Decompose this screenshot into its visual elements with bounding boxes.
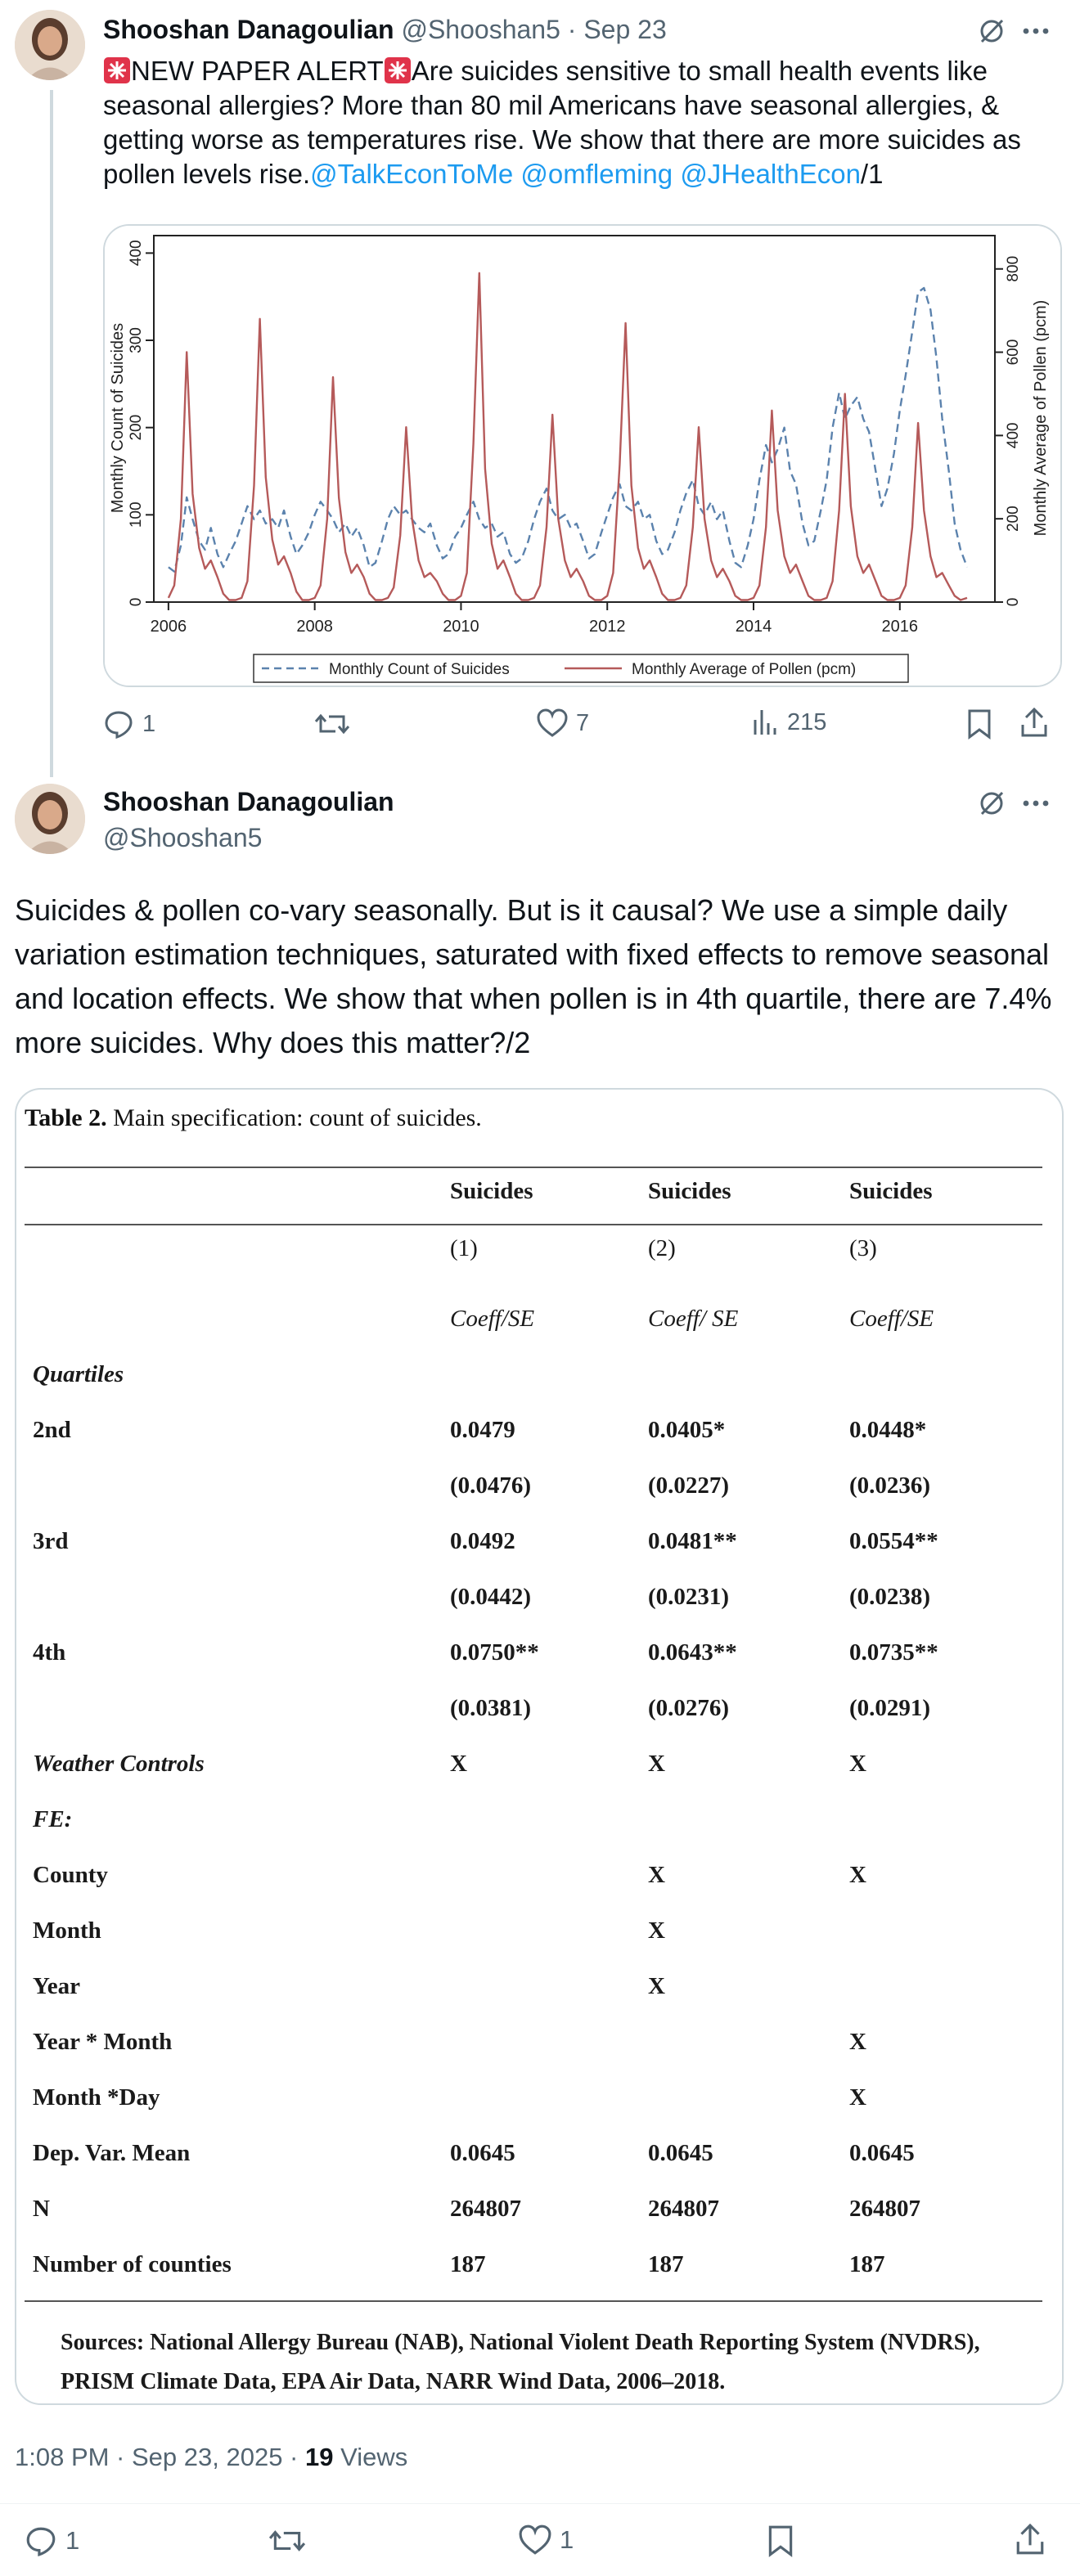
y-left-tick-label: 300	[128, 327, 145, 353]
x-tick-label: 2010	[443, 618, 479, 636]
mention-jhealthecon[interactable]: @JHealthEcon	[680, 159, 861, 189]
tweet1-header	[103, 15, 667, 45]
table-cell: 187	[450, 2251, 486, 2277]
grok-icon[interactable]	[975, 787, 1008, 820]
timestamp[interactable]: 1:08 PM · Sep 23, 2025 ·	[15, 2443, 305, 2471]
x-tick-label: 2008	[296, 618, 333, 636]
share-button[interactable]	[1019, 707, 1049, 738]
retweet-icon	[314, 708, 350, 740]
legend-suicides: Monthly Count of Suicides	[329, 661, 510, 678]
views-label: Views	[333, 2443, 408, 2471]
legend	[254, 654, 908, 682]
bookmark-button[interactable]	[767, 2524, 794, 2557]
tweet-date[interactable]: Sep 23	[583, 15, 667, 44]
more-icon[interactable]	[1019, 15, 1052, 47]
x-tick-label: 2014	[735, 618, 772, 636]
tweet1-body: Are suicides sensitive to small health events like seasonal allergies? More than 80 mil Americans have seasonal allergies, & getting worse as temperatures rise. We show that there are more suicides as pollen levels rise.	[103, 56, 1021, 189]
reply-count: 1	[65, 2526, 80, 2555]
column-type: Coeff/ SE	[648, 1306, 739, 1332]
like-count: 7	[576, 709, 590, 736]
x-tick-label: 2016	[881, 618, 919, 636]
tweet-meta	[15, 2443, 407, 2472]
table-cell: 264807	[450, 2196, 521, 2222]
row-label: Weather Controls	[33, 1751, 205, 1777]
reply-button[interactable]	[25, 2524, 79, 2557]
table-cell: 0.0645	[648, 2140, 713, 2166]
like-button[interactable]	[519, 2524, 574, 2556]
table-cell: 0.0448*	[849, 1417, 927, 1443]
table-cell: (0.0276)	[648, 1695, 730, 1721]
table-cell: 0.0750**	[450, 1639, 539, 1666]
table-cell: 264807	[849, 2196, 920, 2222]
tweet1-alert: NEW PAPER ALERT	[131, 56, 384, 86]
share-icon	[1015, 2523, 1046, 2556]
row-label: Month	[33, 1917, 101, 1944]
chart-image[interactable]	[103, 224, 1062, 687]
table-cell: 0.0554**	[849, 1528, 938, 1554]
y-right-tick-label: 600	[1005, 339, 1022, 366]
table-cell: X	[849, 2084, 866, 2111]
table-cell: (0.0236)	[849, 1472, 931, 1499]
like-button[interactable]	[537, 708, 589, 738]
row-label: 4th	[33, 1639, 66, 1666]
column-number: (3)	[849, 1235, 877, 1261]
table-cell: (0.0227)	[648, 1472, 730, 1499]
row-label: 2nd	[33, 1417, 71, 1443]
table-cell: 0.0405*	[648, 1417, 726, 1443]
row-label: Month *Day	[33, 2084, 160, 2111]
y-right-tick-label: 0	[1005, 597, 1022, 607]
y-left-label: Monthly Count of Suicides	[109, 322, 127, 514]
table-cell: X	[849, 1862, 866, 1888]
row-label: Year	[33, 1973, 80, 1999]
table-cell: (0.0291)	[849, 1695, 931, 1721]
table-label: Table 2.	[25, 1104, 107, 1131]
share-icon	[1019, 707, 1049, 738]
table-title	[25, 1104, 482, 1132]
divider	[0, 2503, 1080, 2504]
table-cell: 0.0481**	[648, 1528, 737, 1554]
bookmark-icon	[767, 2524, 794, 2557]
display-name[interactable]: Shooshan Danagoulian	[103, 787, 394, 816]
views-count: 19	[305, 2443, 334, 2471]
row-label: Quartiles	[33, 1361, 124, 1387]
table-cell: (0.0442)	[450, 1584, 532, 1610]
table-bottom-rule	[25, 2300, 1042, 2302]
like-count: 1	[560, 2525, 574, 2554]
mention-talkecontome[interactable]: @TalkEconToMe	[310, 159, 514, 189]
retweet-icon	[268, 2524, 306, 2557]
table-cell: (0.0238)	[849, 1584, 931, 1610]
table-cell: 0.0643**	[648, 1639, 737, 1666]
table-cell: (0.0476)	[450, 1472, 532, 1499]
reply-count: 1	[142, 710, 156, 737]
column-head: Suicides	[648, 1178, 731, 1204]
tweet2-display-name[interactable]	[103, 787, 394, 817]
tweet2-text: Suicides & pollen co-vary seasonally. But is it causal? We use a simple daily variation estimation techniques, saturated with fixed effects to remove seasonal and location effects. We show that when pollen is in 4th quartile, there are 7.4% more suicides. Why does this matter?/2	[15, 893, 1052, 1059]
row-label: N	[33, 2196, 50, 2222]
table-cell: 0.0645	[849, 2140, 915, 2166]
retweet-button[interactable]	[268, 2524, 306, 2557]
row-label: Number of counties	[33, 2251, 232, 2277]
table-cell: 264807	[648, 2196, 719, 2222]
retweet-button[interactable]	[314, 708, 350, 740]
legend-pollen: Monthly Average of Pollen (pcm)	[632, 661, 857, 678]
grok-icon[interactable]	[975, 15, 1008, 47]
table-caption: Main specification: count of suicides.	[106, 1104, 482, 1131]
views-button[interactable]	[751, 708, 826, 736]
separator: ·	[567, 15, 577, 44]
pollen-suicide-chart	[105, 226, 1060, 686]
table-head-rule	[25, 1224, 1042, 1225]
like-icon	[519, 2524, 551, 2556]
x-tick-label: 2012	[588, 618, 626, 636]
like-icon	[537, 708, 568, 738]
views-icon	[751, 708, 779, 736]
y-right-tick-label: 400	[1005, 422, 1022, 449]
table-cell: 0.0492	[450, 1528, 515, 1554]
table-cell: 0.0479	[450, 1417, 515, 1443]
y-right-tick-label: 200	[1005, 506, 1022, 533]
views-count: 215	[787, 708, 827, 735]
y-left-tick-label: 100	[128, 501, 145, 528]
share-button[interactable]	[1015, 2523, 1046, 2556]
reply-icon	[25, 2524, 57, 2557]
table-cell: X	[648, 1917, 665, 1944]
y-left-tick-label: 400	[128, 240, 145, 267]
row-label: Year * Month	[33, 2029, 173, 2055]
more-icon[interactable]	[1019, 787, 1052, 820]
table-cell: X	[849, 2029, 866, 2055]
table-cell: 0.0735**	[849, 1639, 938, 1666]
alarm-emoji-icon	[384, 56, 412, 84]
y-right-label: Monthly Average of Pollen (pcm)	[1032, 299, 1050, 537]
bookmark-button[interactable]	[967, 708, 992, 740]
avatar[interactable]	[15, 10, 85, 80]
handle[interactable]: @Shooshan5	[103, 823, 263, 852]
thread-line	[50, 90, 53, 777]
thread-number: /1	[860, 159, 884, 189]
column-head: Suicides	[849, 1178, 933, 1204]
table-cell: 187	[648, 2251, 684, 2277]
column-number: (1)	[450, 1235, 478, 1261]
avatar[interactable]	[15, 784, 85, 854]
table-sources: Sources: National Allergy Bureau (NAB), National Violent Death Reporting System (NVDRS), PRISM Climate Data, EPA Air Data, NARR Wind Data, 2006–2018.	[61, 2330, 980, 2394]
y-left-tick-label: 0	[128, 597, 145, 607]
mention-omfleming[interactable]: @omfleming	[520, 159, 673, 189]
table-cell: X	[648, 1862, 665, 1888]
bookmark-icon	[967, 708, 992, 740]
table-cell: 0.0645	[450, 2140, 515, 2166]
reply-icon	[103, 708, 134, 740]
column-head: Suicides	[450, 1178, 533, 1204]
row-label: FE:	[33, 1806, 73, 1832]
table-cell: 187	[849, 2251, 885, 2277]
table-cell: (0.0231)	[648, 1584, 730, 1610]
y-left-tick-label: 200	[128, 414, 145, 441]
reply-button[interactable]	[103, 708, 155, 740]
row-label: 3rd	[33, 1528, 69, 1554]
table-top-rule	[25, 1167, 1042, 1168]
table-cell: X	[450, 1751, 467, 1777]
table-cell: X	[849, 1751, 866, 1777]
alarm-emoji-icon	[103, 56, 131, 84]
x-tick-label: 2006	[150, 618, 187, 636]
tweet1-text	[103, 54, 1060, 191]
table-cell: X	[648, 1973, 665, 1999]
y-right-tick-label: 800	[1005, 255, 1022, 282]
tweet2-handle[interactable]	[103, 823, 262, 853]
column-type: Coeff/SE	[849, 1306, 934, 1332]
row-label: Dep. Var. Mean	[33, 2140, 191, 2166]
table-cell: X	[648, 1751, 665, 1777]
column-number: (2)	[648, 1235, 676, 1261]
display-name[interactable]: Shooshan Danagoulian	[103, 15, 394, 44]
row-label: County	[33, 1862, 108, 1888]
table-cell: (0.0381)	[450, 1695, 532, 1721]
handle[interactable]: @Shooshan5	[401, 15, 560, 44]
column-type: Coeff/SE	[450, 1306, 535, 1332]
